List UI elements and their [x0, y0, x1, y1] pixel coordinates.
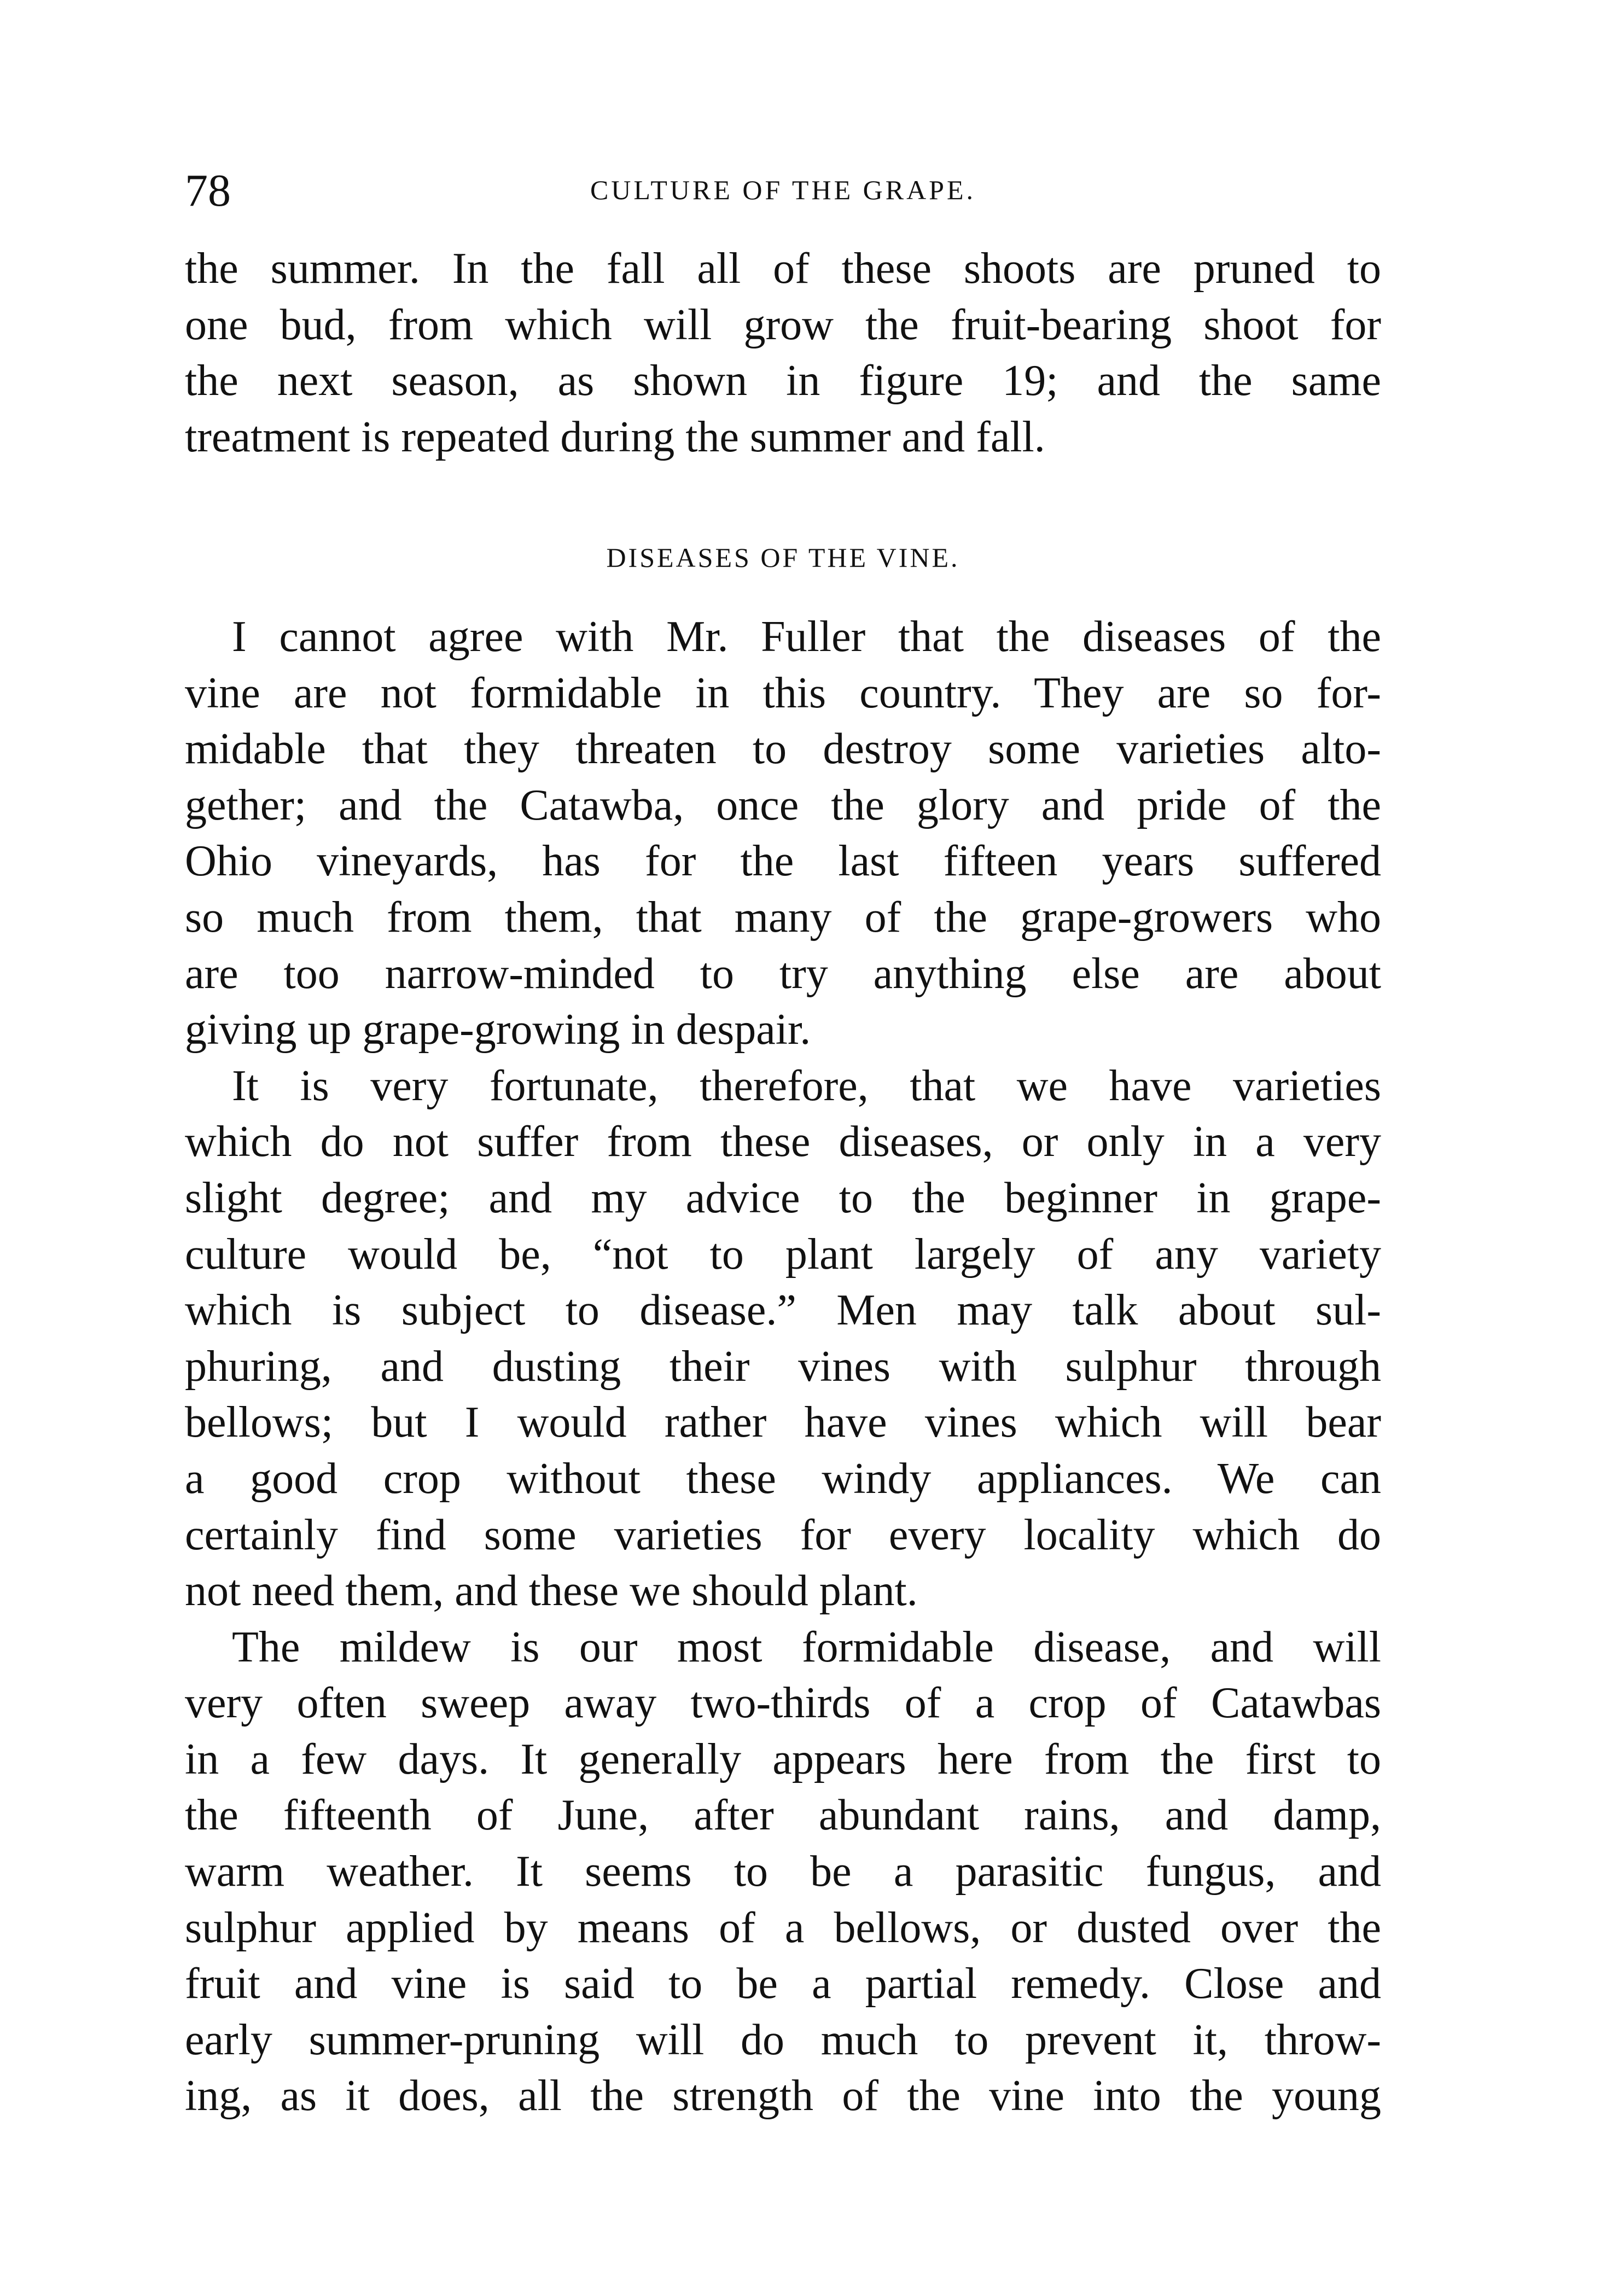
- text-line: not need them, and these we should plant.: [185, 1567, 918, 1615]
- section-heading: DISEASES OF THE VINE.: [606, 542, 960, 573]
- text-line: Ohio vineyards, has for the last fifteen years suffered: [185, 837, 1381, 886]
- text-line: a good crop without these windy appliances. We can: [185, 1454, 1381, 1503]
- text-line: the summer. In the fall all of these shoots are pruned to: [185, 245, 1381, 293]
- text-line: vine are not formidable in this country. They are so for-: [185, 669, 1381, 717]
- paragraph: [185, 609, 1381, 1058]
- text-line: warm weather. It seems to be a parasitic fungus, and: [185, 1847, 1381, 1896]
- text-line: slight degree; and my advice to the beginner in grape-: [185, 1173, 1381, 1222]
- text-line: one bud, from which will grow the fruit-bearing shoot for: [185, 300, 1381, 349]
- text-line: treatment is repeated during the summer and fall.: [185, 412, 1045, 461]
- text-line: gether; and the Catawba, once the glory and pride of the: [185, 781, 1381, 829]
- text-line: in a few days. It generally appears here from the first to: [185, 1735, 1381, 1783]
- text-line: midable that they threaten to destroy some varieties alto-: [185, 725, 1381, 774]
- text-line: giving up grape-growing in despair.: [185, 1006, 811, 1054]
- paragraph: [185, 1619, 1381, 2124]
- page-number: 78: [185, 165, 231, 216]
- text-line: fruit and vine is said to be a partial remedy. Close and: [185, 1960, 1381, 2008]
- paragraph: [185, 1058, 1381, 1619]
- running-title: CULTURE OF THE GRAPE.: [590, 175, 976, 205]
- text-line: The mildew is our most formidable disease, and will: [232, 1623, 1381, 1671]
- text-line: very often sweep away two-thirds of a crop of Catawbas: [185, 1679, 1381, 1728]
- text-line: phuring, and dusting their vines with sulphur through: [185, 1342, 1381, 1391]
- text-line: the next season, as shown in figure 19; and the same: [185, 357, 1381, 405]
- text-line: so much from them, that many of the grape-growers who: [185, 893, 1381, 942]
- body-text: [185, 609, 1381, 2124]
- text-line: which is subject to disease.” Men may talk about sul-: [185, 1286, 1381, 1335]
- text-line: bellows; but I would rather have vines which will bear: [185, 1398, 1381, 1447]
- text-line: I cannot agree with Mr. Fuller that the diseases of the: [232, 613, 1381, 661]
- page-header: [185, 164, 1381, 219]
- text-line: early summer-pruning will do much to prevent it, throw-: [185, 2015, 1381, 2064]
- intro-paragraph: [185, 241, 1381, 465]
- text-line: are too narrow-minded to try anything else are about: [185, 949, 1381, 998]
- text-line: certainly find some varieties for every locality which do: [185, 1510, 1381, 1559]
- text-line: which do not suffer from these diseases, or only in a very: [185, 1118, 1381, 1166]
- text-line: the fifteenth of June, after abundant rains, and damp,: [185, 1791, 1381, 1840]
- text-line: culture would be, “not to plant largely of any variety: [185, 1230, 1381, 1279]
- text-line: sulphur applied by means of a bellows, or dusted over the: [185, 1903, 1381, 1952]
- text-line: It is very fortunate, therefore, that we have varieties: [232, 1061, 1381, 1110]
- text-line: ing, as it does, all the strength of the vine into the young: [185, 2072, 1381, 2120]
